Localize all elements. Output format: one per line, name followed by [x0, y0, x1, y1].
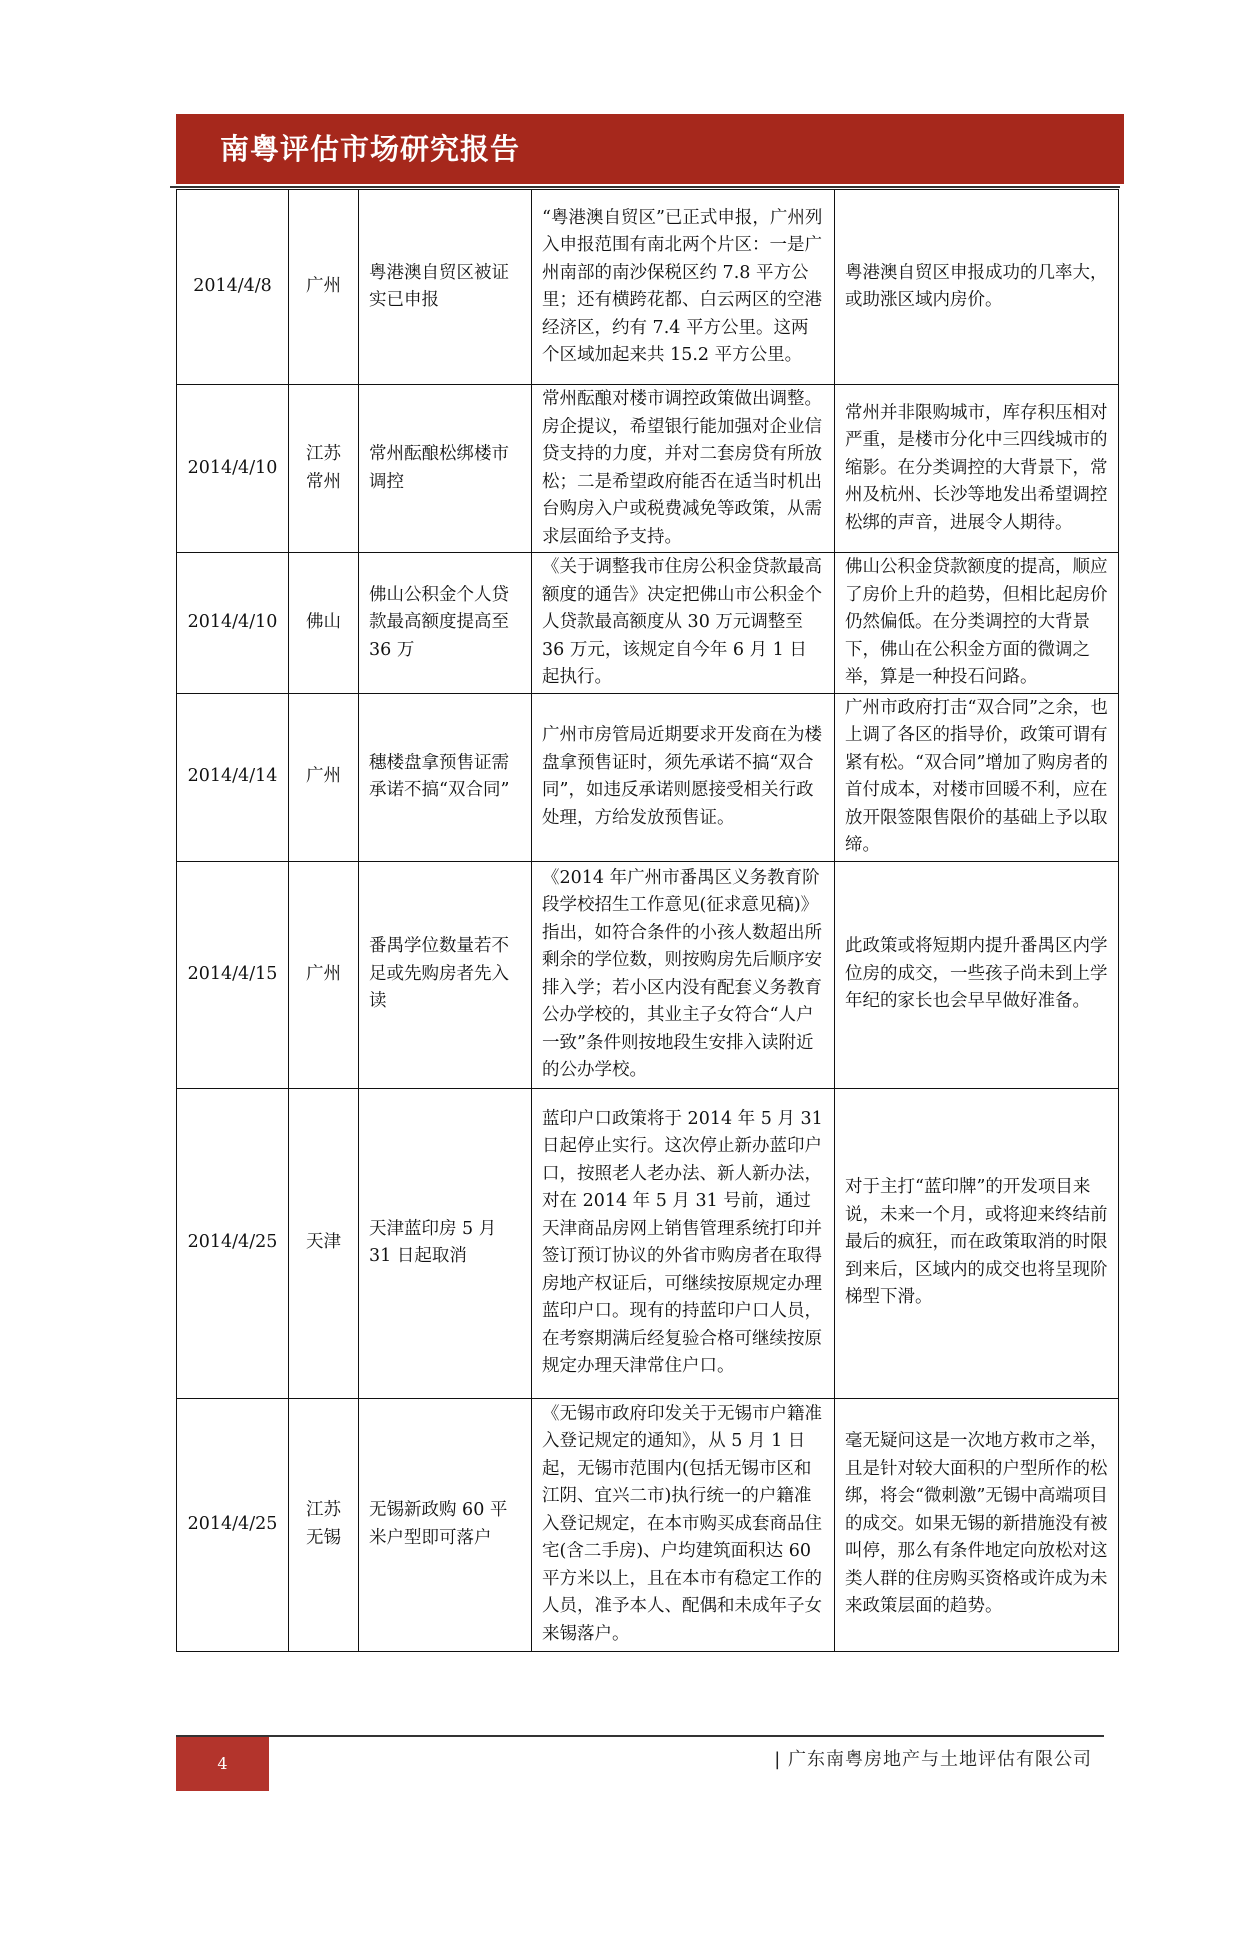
cell-comment: 佛山公积金贷款额度的提高，顺应了房价上升的趋势，但相比起房价仍然偏低。在分类调控的大背景下，佛山在公积金方面的微调之举，算是一种投石问路。 — [835, 553, 1119, 694]
cell-date: 2014/4/14 — [177, 693, 289, 861]
cell-city: 天津 — [289, 1088, 359, 1398]
cell-date: 2014/4/25 — [177, 1398, 289, 1651]
table-row — [177, 553, 1119, 694]
cell-comment: 广州市政府打击“双合同”之余，也上调了各区的指导价，政策可谓有紧有松。“双合同”增加了购房者的首付成本，对楼市回暖不利，应在放开限签限售限价的基础上予以取缔。 — [835, 693, 1119, 861]
cell-content: 广州市房管局近期要求开发商在为楼盘拿预售证时，须先承诺不搞“双合同”，如违反承诺则愿接受相关行政处理，方给发放预售证。 — [532, 693, 835, 861]
cell-city: 佛山 — [289, 553, 359, 694]
table-row — [177, 1088, 1119, 1398]
cell-city: 江苏无锡 — [289, 1398, 359, 1651]
page-number: 4 — [176, 1737, 269, 1791]
cell-title: 常州酝酿松绑楼市调控 — [359, 385, 532, 553]
cell-comment: 常州并非限购城市，库存积压相对严重，是楼市分化中三四线城市的缩影。在分类调控的大背景下，常州及杭州、长沙等地发出希望调控松绑的声音，进展令人期待。 — [835, 385, 1119, 553]
cell-title: 粤港澳自贸区被证实已申报 — [359, 190, 532, 385]
cell-content: 《关于调整我市住房公积金贷款最高额度的通告》决定把佛山市公积金个人贷款最高额度从 30 万元调整至 36 万元，该规定自今年 6 月 1 日起执行。 — [532, 553, 835, 694]
cell-content: 《2014 年广州市番禺区义务教育阶段学校招生工作意见(征求意见稿)》指出，如符合条件的小孩人数超出所剩余的学位数，则按购房先后顺序安排入学；若小区内没有配套义务教育公办学校的，其业主子女符合“人户一致”条件则按地段生安排入读附近的公办学校。 — [532, 861, 835, 1088]
cell-date: 2014/4/10 — [177, 553, 289, 694]
cell-title: 天津蓝印房 5 月 31 日起取消 — [359, 1088, 532, 1398]
cell-city: 广州 — [289, 861, 359, 1088]
cell-city: 广州 — [289, 190, 359, 385]
footer-company: | 广东南粤房地产与土地评估有限公司 — [774, 1749, 1092, 1770]
header-divider — [170, 186, 1120, 188]
cell-date: 2014/4/10 — [177, 385, 289, 553]
cell-title: 穗楼盘拿预售证需承诺不搞“双合同” — [359, 693, 532, 861]
table-row — [177, 1398, 1119, 1651]
cell-comment: 此政策或将短期内提升番禺区内学位房的成交，一些孩子尚未到上学年纪的家长也会早早做好准备。 — [835, 861, 1119, 1088]
cell-content: 《无锡市政府印发关于无锡市户籍准入登记规定的通知》，从 5 月 1 日起，无锡市范围内(包括无锡市区和江阴、宜兴二市)执行统一的户籍准入登记规定，在本市购买成套商品住宅(含二手房)、户均建筑面积达 60 平方米以上，且在本市有稳定工作的人员，准予本人、配偶和未成年子女来锡落户。 — [532, 1398, 835, 1651]
cell-date: 2014/4/25 — [177, 1088, 289, 1398]
cell-comment: 毫无疑问这是一次地方救市之举，且是针对较大面积的户型所作的松绑，将会“微刺激”无锡中高端项目的成交。如果无锡的新措施没有被叫停，那么有条件地定向放松对这类人群的住房购买资格或许成为未来政策层面的趋势。 — [835, 1398, 1119, 1651]
cell-city: 广州 — [289, 693, 359, 861]
cell-date: 2014/4/8 — [177, 190, 289, 385]
cell-title: 佛山公积金个人贷款最高额度提高至 36 万 — [359, 553, 532, 694]
cell-title: 番禺学位数量若不足或先购房者先入读 — [359, 861, 532, 1088]
table-row — [177, 190, 1119, 385]
cell-content: 常州酝酿对楼市调控政策做出调整。房企提议，希望银行能加强对企业信贷支持的力度，并对二套房贷有所放松；二是希望政府能否在适当时机出台购房入户或税费减免等政策，从需求层面给予支持。 — [532, 385, 835, 553]
cell-content: “粤港澳自贸区”已正式申报，广州列入申报范围有南北两个片区：一是广州南部的南沙保税区约 7.8 平方公里；还有横跨花都、白云两区的空港经济区，约有 7.4 平方公里。这两个区域加起来共 15.2 平方公里。 — [532, 190, 835, 385]
cell-comment: 粤港澳自贸区申报成功的几率大，或助涨区域内房价。 — [835, 190, 1119, 385]
cell-city: 江苏常州 — [289, 385, 359, 553]
report-title: 南粤评估市场研究报告 — [220, 132, 521, 166]
footer-divider — [176, 1735, 1104, 1737]
cell-content: 蓝印户口政策将于 2014 年 5 月 31 日起停止实行。这次停止新办蓝印户口，按照老人老办法、新人新办法，对在 2014 年 5 月 31 号前，通过天津商品房网上销售管理系统打印并签订预订协议的外省市购房者在取得房地产权证后，可继续按原规定办理蓝印户口。现有的持蓝印户口人员，在考察期满后经复验合格可继续按原规定办理天津常住户口。 — [532, 1088, 835, 1398]
cell-comment: 对于主打“蓝印牌”的开发项目来说，未来一个月，或将迎来终结前最后的疯狂，而在政策取消的时限到来后，区域内的成交也将呈现阶梯型下滑。 — [835, 1088, 1119, 1398]
table-row — [177, 861, 1119, 1088]
policy-table — [176, 189, 1119, 1652]
cell-date: 2014/4/15 — [177, 861, 289, 1088]
cell-title: 无锡新政购 60 平米户型即可落户 — [359, 1398, 532, 1651]
header-bar — [176, 114, 1124, 184]
table-row — [177, 385, 1119, 553]
table-row — [177, 693, 1119, 861]
